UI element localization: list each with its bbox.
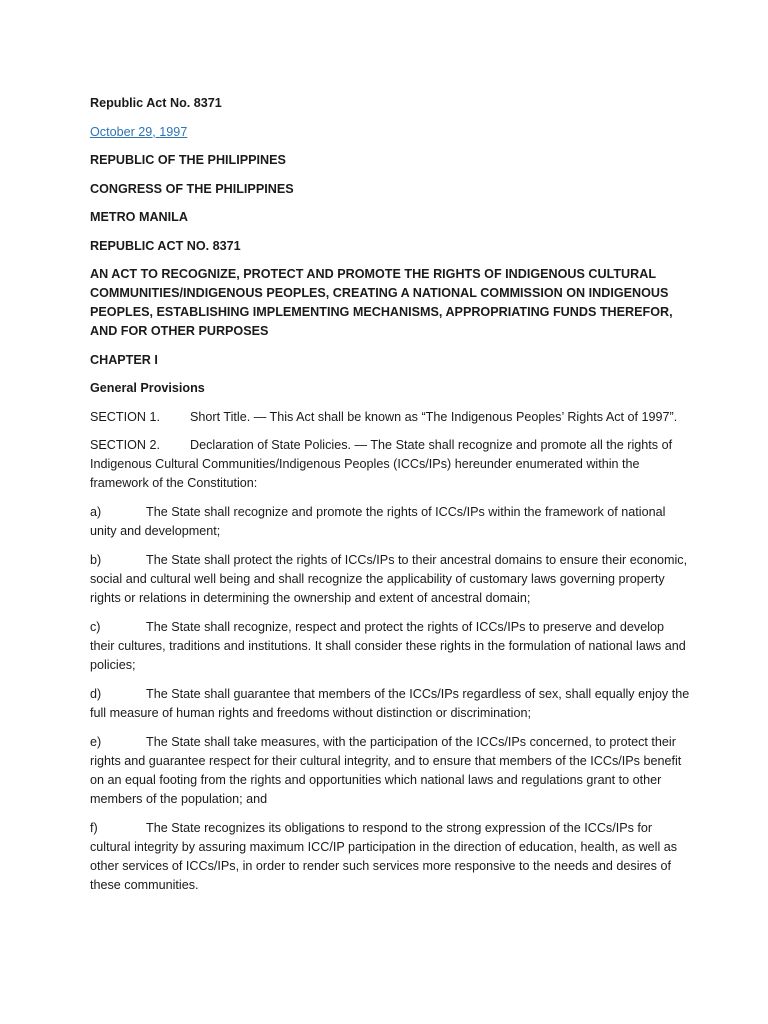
policy-item-d [90, 685, 690, 723]
list-marker: d) [90, 686, 102, 701]
policy-text: The State shall take measures, with the participation of the ICCs/IPs concerned, to protect their rights and guarantee respect for their cultural integrity, and to ensure that members of the ICCs/IPs benefit on an equal footing from the rights and opportunities which national laws and regulations grant to other members of the population; and [90, 734, 682, 806]
policy-text: The State recognizes its obligations to respond to the strong expression of the ICCs/IPs for cultural integrity by assuring maximum ICC/IP participation in the direction of education, health, as well as other services of ICCs/IPs, in order to render such services more responsive to the needs and desires of these communities. [90, 820, 678, 892]
policy-item-c [90, 618, 690, 675]
policy-item-a [90, 503, 690, 541]
section-text: Short Title. — This Act shall be known as “The Indigenous Peoples’ Rights Act of 1997”. [190, 409, 678, 424]
policy-text: The State shall guarantee that members of the ICCs/IPs regardless of sex, shall equally enjoy the full measure of human rights and freedoms without distinction or discrimination; [90, 686, 690, 720]
list-marker: b) [90, 552, 102, 567]
date-link[interactable]: October 29, 1997 [90, 124, 188, 139]
section-number: SECTION 2. [90, 438, 160, 452]
date-line [90, 123, 690, 142]
section-2 [90, 436, 690, 493]
congress-heading: CONGRESS OF THE PHILIPPINES [90, 181, 294, 196]
act-number-caps: REPUBLIC ACT NO. 8371 [90, 238, 241, 253]
document-page [90, 94, 690, 905]
location-heading: METRO MANILA [90, 210, 188, 224]
chapter-title: General Provisions [90, 381, 205, 395]
policy-item-f [90, 819, 690, 895]
section-number: SECTION 1. [90, 409, 160, 424]
section-text: Declaration of State Policies. — The State shall recognize and promote all the rights of Indigenous Cultural Communities/Indigenous Peoples (ICCs/IPs) hereunder enumerated within the framework of the Constitution: [90, 438, 673, 490]
policy-text: The State shall recognize, respect and protect the rights of ICCs/IPs to preserve and develop their cultures, traditions and institutions. It shall consider these rights in the formulation of national laws and policies; [90, 619, 686, 672]
act-number: Republic Act No. 8371 [90, 96, 222, 110]
list-marker: f) [90, 820, 98, 835]
policy-item-b [90, 551, 690, 608]
policy-item-e [90, 733, 690, 809]
policy-text: The State shall recognize and promote the rights of ICCs/IPs within the framework of national unity and development; [90, 504, 666, 538]
list-marker: c) [90, 619, 101, 634]
list-marker: a) [90, 504, 102, 519]
section-1 [90, 408, 690, 427]
policy-text: The State shall protect the rights of ICCs/IPs to their ancestral domains to ensure their economic, social and cultural well being and shall recognize the applicability of customary laws governing property rights or relations in determining the ownership and extent of ancestral domain; [90, 552, 688, 605]
long-title: AN ACT TO RECOGNIZE, PROTECT AND PROMOTE THE RIGHTS OF INDIGENOUS CULTURAL COMMUNITIES/INDIGENOUS PEOPLES, CREATING A NATIONAL COMMISSION ON INDIGENOUS PEOPLES, ESTABLISHING IMPLEMENTING MECHANISMS, APPROPRIATING FUNDS THEREFOR, AND FOR OTHER PURPOSES [90, 267, 673, 338]
list-marker: e) [90, 734, 102, 749]
chapter-number: CHAPTER I [90, 352, 158, 367]
republic-heading: REPUBLIC OF THE PHILIPPINES [90, 153, 286, 167]
